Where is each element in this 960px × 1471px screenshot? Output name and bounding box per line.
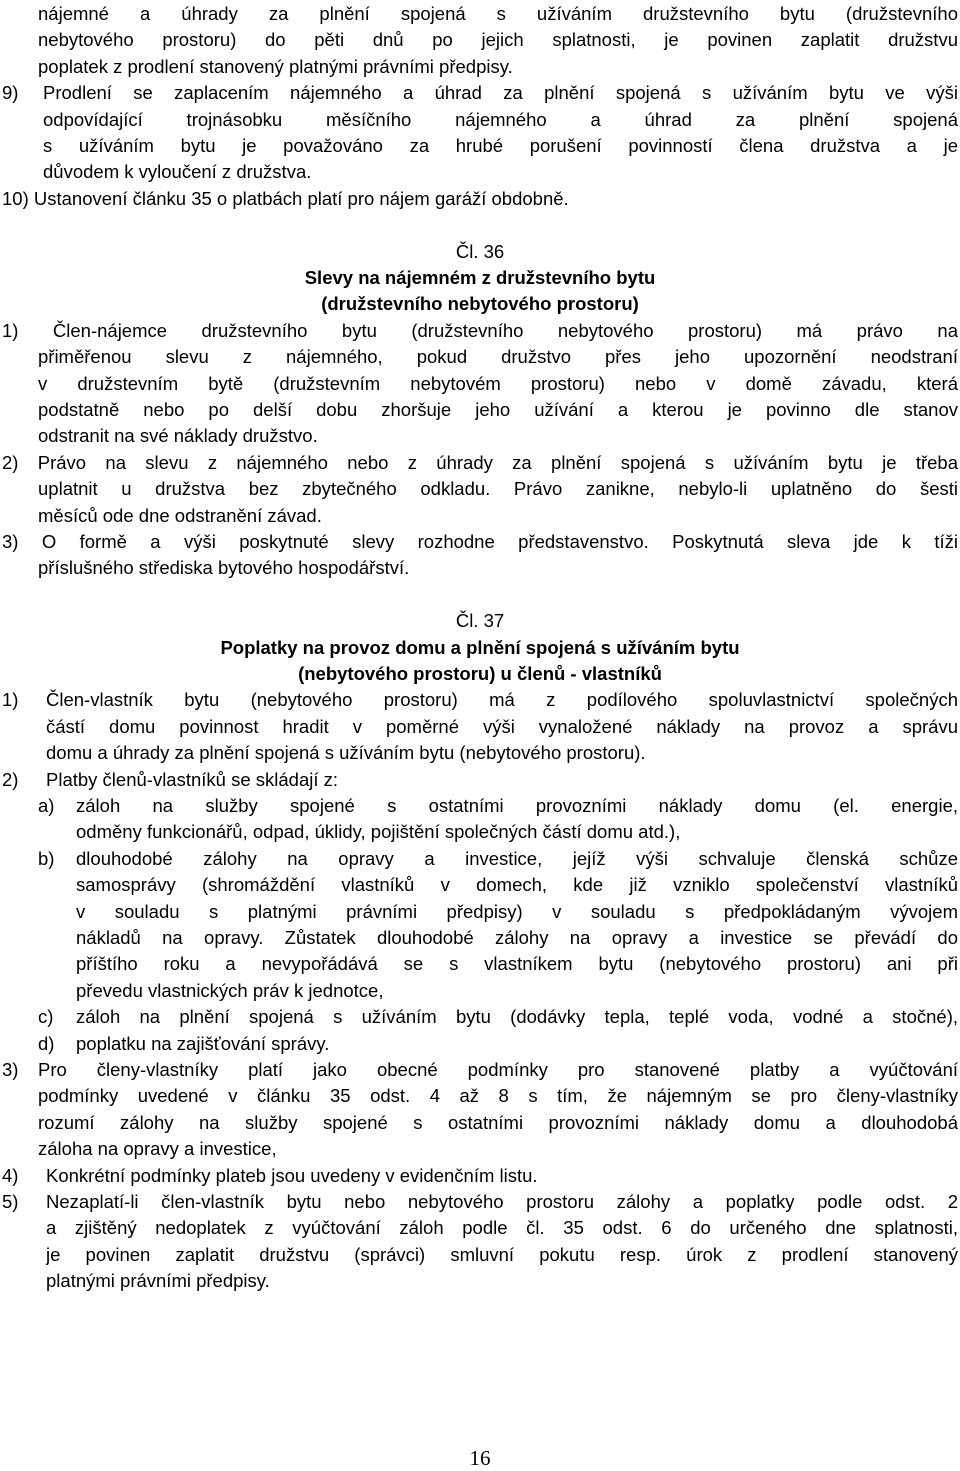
paragraph-line	[0, 686, 960, 713]
paragraph-line	[0, 1082, 960, 1109]
paragraph-line	[0, 739, 960, 766]
line-text: podstatně nebo po delší dobu zhoršuje jeho užívání a kterou je povinno dle stanov	[38, 399, 958, 420]
line-text: Prodlení se zaplacením nájemného a úhrad za plnění spojená s užíváním bytu ve výši	[43, 82, 958, 104]
paragraph-line	[0, 977, 960, 1004]
paragraph-line	[0, 158, 960, 185]
paragraph-line	[0, 1188, 960, 1215]
paragraph-line	[0, 475, 960, 502]
line-text: dlouhodobé zálohy na opravy a investice, jejíž výši schvaluje členská schůze	[76, 847, 958, 869]
article-label: Čl. 37	[455, 610, 505, 632]
line-text: příštího roku a nevypořádává se s vlastníkem bytu (nebytového prostoru) ani při	[76, 953, 958, 975]
paragraph-line	[0, 924, 960, 951]
paragraph-line	[0, 132, 960, 159]
line-text: přiměřenou slevu z nájemného, pokud družstvo přes jeho upozornění neodstraní	[38, 346, 958, 368]
line-text: Platby členů-vlastníků se skládají z:	[46, 768, 339, 790]
line-text: 10) Ustanovení článku 35 o platbách platí pro nájem garáží obdobně.	[2, 187, 569, 209]
paragraph-line	[0, 396, 960, 423]
line-text: rozumí zálohy na služby spojené s ostatními provozními náklady domu a dlouhodobá	[38, 1111, 958, 1133]
paragraph-line	[0, 422, 960, 449]
line-text: Nezaplatí-li člen-vlastník bytu nebo nebytového prostoru zálohy a poplatky podle odst. 2	[46, 1191, 958, 1212]
paragraph-line	[0, 792, 960, 819]
paragraph-line	[0, 766, 960, 793]
paragraph-line	[0, 79, 960, 106]
list-marker: 3)	[2, 1059, 19, 1080]
paragraph-line	[0, 1135, 960, 1162]
list-marker: 2)	[2, 768, 19, 790]
section-heading	[0, 660, 960, 687]
paragraph-line	[0, 871, 960, 898]
line-text: poplatek z prodlení stanovený platnými právními předpisy.	[38, 55, 513, 77]
paragraph-line	[0, 950, 960, 977]
line-text: platnými právními předpisy.	[46, 1270, 270, 1292]
paragraph-line	[0, 317, 960, 344]
list-marker: 1)	[2, 689, 19, 711]
paragraph-line	[0, 26, 960, 53]
paragraph-line	[0, 713, 960, 740]
paragraph-line	[0, 554, 960, 581]
line-text: důvodem k vyloučení z družstva.	[43, 161, 312, 183]
line-text: Člen-vlastník bytu (nebytového prostoru) má z podílového spoluvlastnictví společných	[46, 689, 958, 711]
paragraph-line	[0, 1241, 960, 1268]
article-label: Čl. 36	[455, 240, 505, 262]
page-number: 16	[469, 1446, 491, 1470]
line-text: záloha na opravy a investice,	[38, 1138, 277, 1160]
line-text: částí domu povinnost hradit v poměrné výši vynaložené náklady na provoz a správu	[46, 715, 958, 737]
paragraph-line	[0, 1109, 960, 1136]
paragraph-line	[0, 1162, 960, 1189]
article-number	[0, 607, 960, 634]
line-text: v souladu s platnými právními předpisy) v souladu s předpokládaným vývojem	[76, 900, 958, 922]
article-number	[0, 238, 960, 265]
line-text: podmínky uvedené v článku 35 odst. 4 až 8 s tím, že nájemným se pro členy-vlastníky	[38, 1085, 958, 1107]
section-heading	[0, 634, 960, 661]
heading-text: (nebytového prostoru) u členů - vlastníků	[298, 663, 662, 684]
heading-text: Poplatky na provoz domu a plnění spojená s užíváním bytu	[220, 636, 740, 658]
line-text: samosprávy (shromáždění vlastníků v domech, kde již vzniklo společenství vlastníků	[76, 874, 958, 896]
line-text: 1) Člen-nájemce družstevního bytu (družstevního nebytového prostoru) má právo na	[2, 319, 958, 341]
heading-text: (družstevního nebytového prostoru)	[321, 293, 639, 315]
paragraph-line	[0, 343, 960, 370]
line-text: s užíváním bytu je považováno za hrubé porušení povinností člena družstva a je	[43, 135, 958, 156]
line-text: příslušného střediska bytového hospodářství.	[38, 557, 410, 579]
paragraph-line	[0, 370, 960, 397]
paragraph-line	[0, 53, 960, 80]
line-text: 3) O formě a výši poskytnuté slevy rozhodne představenstvo. Poskytnutá sleva jde k tíži	[2, 531, 958, 552]
paragraph-line	[0, 1214, 960, 1241]
list-marker: a)	[38, 795, 55, 816]
paragraph-line	[0, 106, 960, 133]
line-text: záloh na plnění spojená s užíváním bytu (dodávky tepla, teplé voda, vodné a stočné),	[76, 1006, 958, 1028]
line-text: odstranit na své náklady družstvo.	[38, 425, 318, 447]
list-marker: 4)	[2, 1164, 19, 1186]
heading-text: Slevy na nájemném z družstevního bytu	[304, 267, 656, 288]
line-text: uplatnit u družstva bez zbytečného odkladu. Právo zanikne, nebylo-li uplatněno do šesti	[38, 478, 958, 500]
line-text: a zjištěný nedoplatek z vyúčtování záloh podle čl. 35 odst. 6 do určeného dne splatnosti,	[46, 1217, 958, 1239]
section-heading	[0, 290, 960, 317]
line-text: Konkrétní podmínky plateb jsou uvedeny v evidenčním listu.	[46, 1164, 538, 1186]
line-text: nákladů na opravy. Zůstatek dlouhodobé zálohy na opravy a investice se převádí do	[76, 927, 958, 948]
line-text: převedu vlastnických práv k jednotce,	[76, 979, 384, 1001]
list-marker: 9)	[2, 82, 19, 104]
paragraph-line	[0, 528, 960, 555]
paragraph-line	[0, 449, 960, 476]
list-marker: d)	[38, 1032, 55, 1054]
line-text: poplatku na zajišťování správy.	[76, 1032, 330, 1054]
paragraph-line	[0, 0, 960, 27]
line-text: odpovídající trojnásobku měsíčního nájemného a úhrad za plnění spojená	[43, 108, 958, 130]
paragraph-line	[0, 818, 960, 845]
line-text: Pro členy-vlastníky platí jako obecné podmínky pro stanovené platby a vyúčtování	[38, 1059, 958, 1080]
line-text: domu a úhrady za plnění spojená s užíváním bytu (nebytového prostoru).	[46, 742, 646, 764]
line-text: je povinen zaplatit družstvu (správci) smluvní pokutu resp. úrok z prodlení stanovený	[46, 1243, 958, 1265]
line-text: odměny funkcionářů, odpad, úklidy, pojištění společných částí domu atd.),	[76, 821, 681, 843]
line-text: v družstevním bytě (družstevním nebytovém prostoru) nebo v domě závadu, která	[38, 372, 958, 394]
section-heading	[0, 264, 960, 291]
line-text: měsíců ode dne odstranění závad.	[38, 504, 322, 526]
line-text: 2) Právo na slevu z nájemného nebo z úhrady za plnění spojená s užíváním bytu je třeba	[2, 451, 958, 473]
list-marker: 5)	[2, 1191, 19, 1212]
line-text: záloh na služby spojené s ostatními provozními náklady domu (el. energie,	[76, 795, 958, 816]
paragraph-line	[0, 898, 960, 925]
paragraph-line	[0, 1003, 960, 1030]
paragraph-line	[0, 845, 960, 872]
paragraph-line	[0, 1030, 960, 1057]
paragraph-line	[0, 502, 960, 529]
paragraph-line	[0, 185, 960, 212]
paragraph-line	[0, 1267, 960, 1294]
line-text: nájemné a úhrady za plnění spojená s užíváním družstevního bytu (družstevního	[38, 3, 958, 24]
list-marker: b)	[38, 847, 55, 869]
paragraph-line	[0, 1056, 960, 1083]
list-marker: c)	[38, 1006, 54, 1028]
line-text: nebytového prostoru) do pěti dnů po jejich splatnosti, je povinen zaplatit družstvu	[38, 29, 958, 51]
